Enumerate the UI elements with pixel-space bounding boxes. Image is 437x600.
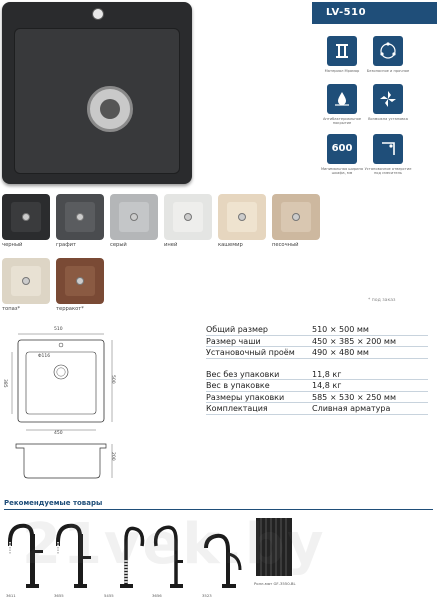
spec-table [206,324,428,415]
dim-bowl-width: 450 [54,431,63,436]
swatch-tile [272,194,320,240]
model-title: LV-510 [312,2,437,24]
faucet-hole [92,8,104,20]
column-icon [327,36,357,66]
color-swatch-grey[interactable]: серый [110,194,158,248]
spec-row: Размер чаши 450 × 385 × 200 мм [206,336,428,348]
order-note: * под заказ [368,298,396,303]
spec-row: Установочный проём 490 × 480 мм [206,347,428,359]
sink-hero-image [2,2,192,184]
color-swatch-terracotta[interactable]: терракот* [56,258,104,312]
dim-width: 510 [54,327,63,332]
molecule-icon [373,36,403,66]
color-swatch-black[interactable]: черный [2,194,50,248]
faucet-image [198,520,248,592]
watermark: 21vek.by [22,512,326,577]
color-swatch-topaz[interactable]: топаз* [2,258,50,312]
feature-cabinet: 600 Минимальная ширина шкафа, мм [316,134,368,176]
recommended-divider [4,509,433,510]
product-faucet-3656[interactable]: 3656 [150,520,194,600]
swatch-tile [164,194,212,240]
product-faucet-3611[interactable]: 3611 [4,520,48,600]
dim-height: 500 [110,375,115,384]
feature-faucet-hole: Установочное отверстие под смеситель [362,134,414,176]
product-faucet-3523[interactable]: 3523 [198,520,248,600]
faucet-image [52,520,96,592]
corner-arrow-icon [373,134,403,164]
swatch-tile [110,194,158,240]
color-swatch-graphite[interactable]: графит [56,194,104,248]
side-view-drawing [4,440,124,482]
spec-row: Общий размер 510 × 500 мм [206,324,428,336]
faucet-image [4,520,48,592]
dim-depth: 200 [110,452,115,461]
swatch-tile [218,194,266,240]
product-roll-mat[interactable]: Ролл-мат GF-3550-BL [252,516,302,600]
spec-row: Вес в упаковке 14,8 кг [206,380,428,392]
swatch-tile [56,258,104,304]
recommended-title: Рекомендуемые товары [4,499,103,507]
spec-row: Вес без упаковки 11,8 кг [206,369,428,381]
feature-material: Материал Мрамор [316,36,368,73]
swatch-tile [2,194,50,240]
dim-bowl-height: 385 [2,379,7,388]
swatch-tile [56,194,104,240]
dim-hole: Φ116 [38,354,51,359]
color-swatch-cashmere[interactable]: кашемир [218,194,266,248]
color-swatch-sand[interactable]: песочный [272,194,320,248]
drop-hand-icon [327,84,357,114]
sink-basin [14,28,180,174]
feature-antibacterial: Антибактериальное покрытие [316,84,368,126]
spec-row: Комплектация Сливная арматура [206,403,428,415]
color-swatch-frost[interactable]: иней [164,194,212,248]
product-faucet-5455[interactable]: 5455 [102,520,146,600]
spec-row: Размеры упаковки 585 × 530 × 250 мм [206,392,428,404]
swatch-tile [2,258,50,304]
sink-body [2,2,192,184]
feature-install: Возможна установка [362,84,414,121]
top-view-drawing [4,326,124,442]
faucet-image [102,520,146,592]
600-icon: 600 [327,134,357,164]
fan-icon [373,84,403,114]
roll-mat-image [252,516,298,578]
feature-safety: Безопасное и прочное [362,36,414,73]
faucet-image [150,520,194,592]
drain [87,86,133,132]
product-faucet-3655[interactable]: 3655 [52,520,96,600]
